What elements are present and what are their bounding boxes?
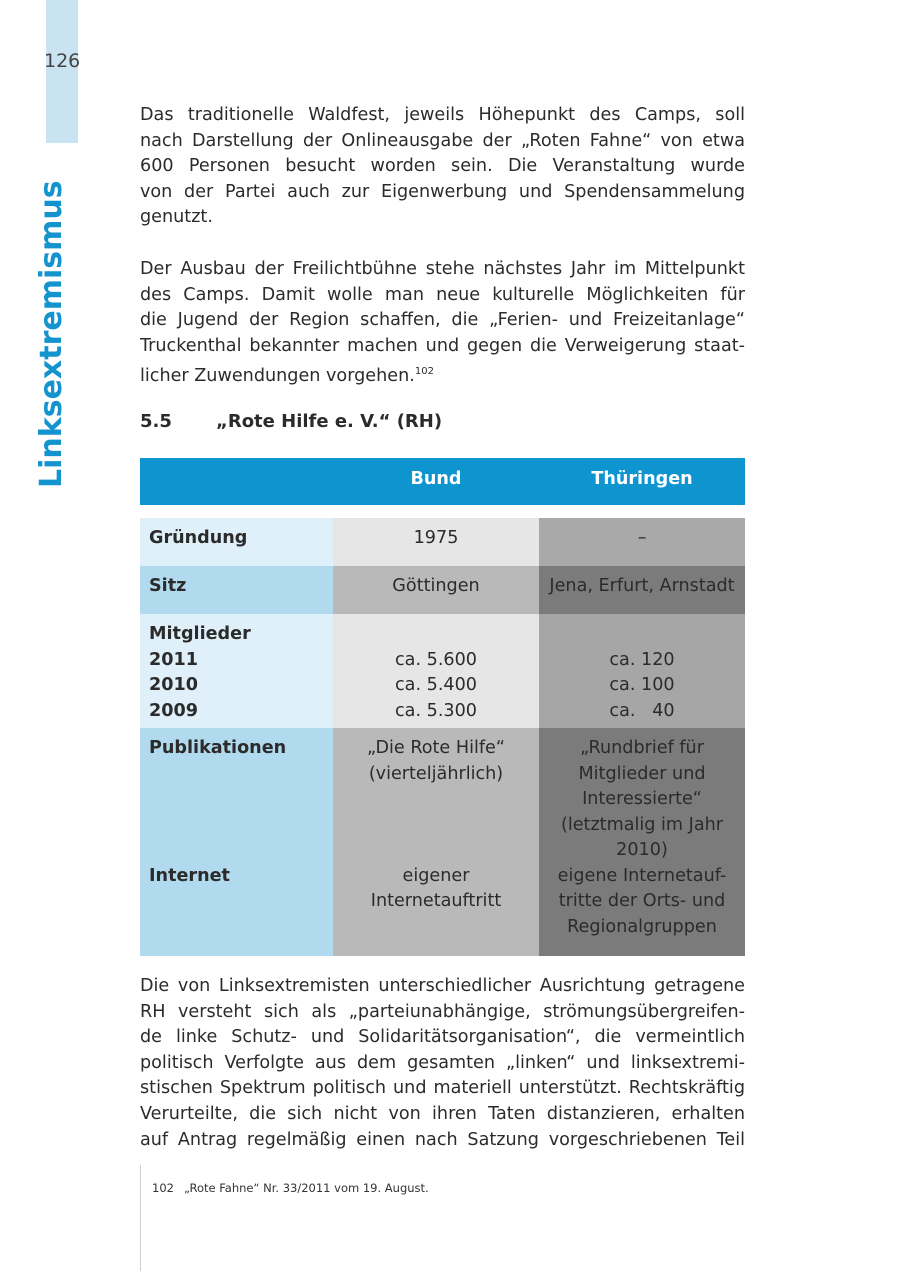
member-count: ca. 5.400: [394, 675, 477, 695]
cell-gruendung-bund: 1975: [333, 518, 539, 566]
row-label-sitz: Sitz: [140, 566, 333, 614]
row-label-publikationen-internet: [140, 728, 333, 956]
publication-line: 2010): [616, 840, 668, 860]
text-line: auf Antrag regelmäßig einen nach Satzung vorgeschriebenen Teil: [140, 1129, 745, 1150]
text-line: RH versteht sich als „parteiunabhängige, strömungsübergreifen-: [140, 1001, 745, 1022]
internet-line: Regionalgruppen: [567, 916, 717, 937]
text-line: Truckenthal bekannter machen und gegen die Verweigerung staat-: [140, 335, 745, 356]
cell-publikationen-internet-thueringen: [539, 728, 745, 956]
row-label-gruendung: Gründung: [140, 518, 333, 566]
column-header-bund: Bund: [410, 469, 462, 489]
publication-line: (vierteljährlich): [368, 763, 504, 784]
text-fragment: licher Zuwendungen vorgehen.: [140, 366, 415, 387]
label-line: Mitglieder: [149, 624, 251, 644]
text-line: 600 Personen besucht worden sein. Die Veranstaltung wurde: [140, 156, 745, 177]
text-line: stischen Spektrum politisch und materiell unterstützt. Rechtskräftig: [140, 1078, 745, 1099]
text-line: von der Partei auch zur Eigenwerbung und Spendensammelung: [140, 181, 745, 202]
section-title: „Rote Hilfe e. V.“ (RH): [216, 411, 443, 432]
cell-gruendung-thueringen: –: [539, 518, 745, 566]
member-count: ca. 5.600: [394, 649, 477, 670]
chapter-side-title: Linksextremismus: [34, 180, 69, 488]
text-line: politisch Verfolgte aus dem gesamten „linken“ und linksextremi-: [140, 1052, 745, 1073]
text-line: die Jugend der Region schaffen, die „Ferien- und Freizeitanlage“: [140, 310, 745, 331]
section-number: 5.5: [140, 411, 172, 432]
cell-sitz-thueringen: Jena, Erfurt, Arnstadt: [539, 566, 745, 614]
label-publikationen: Publikationen: [149, 738, 287, 758]
column-header-thueringen: Thüringen: [591, 469, 693, 489]
text-line: Der Ausbau der Freilichtbühne stehe nächstes Jahr im Mittelpunkt: [140, 259, 745, 279]
label-internet: Internet: [149, 865, 230, 886]
cell-publikationen-internet-bund: [333, 728, 539, 956]
footnote-text: „Rote Fahne“ Nr. 33/2011 vom 19. August.: [183, 1181, 429, 1195]
page-number: 126: [44, 50, 81, 72]
year-label: 2009: [149, 700, 198, 721]
text-line: nach Darstellung der Onlineausgabe der „Roten Fahne“ von etwa: [140, 130, 745, 151]
footnote-reference[interactable]: 102: [414, 366, 434, 378]
paragraph-freilichtbuehne: [140, 257, 745, 390]
year-label: 2010: [149, 675, 198, 695]
publication-line: Mitglieder und: [578, 763, 706, 784]
text-line: Die von Linksextremisten unterschiedlicher Ausrichtung getragene: [140, 976, 745, 996]
year-label: 2011: [149, 649, 198, 670]
member-count: ca. 40: [609, 700, 675, 721]
member-count: ca. 5.300: [394, 700, 477, 721]
cell-sitz-bund: Göttingen: [333, 566, 539, 614]
info-table: [140, 458, 745, 956]
internet-line: eigene Internetauf-: [557, 865, 727, 886]
footnote-number: 102: [152, 1181, 174, 1195]
text-line: Verurteilte, die sich nicht von ihren Taten distanzieren, erhalten: [140, 1103, 745, 1124]
footnote-divider: [140, 1165, 141, 1271]
section-heading: [140, 411, 442, 432]
text-line: genutzt.: [140, 207, 213, 228]
text-line: de linke Schutz- und Solidaritätsorganisation“, die vermeintlich: [140, 1027, 745, 1048]
row-label-mitglieder: [140, 614, 333, 728]
internet-line: tritte der Orts- und: [558, 891, 726, 911]
internet-line: Internetauftritt: [370, 891, 502, 911]
publication-line: Interessierte“: [582, 789, 702, 809]
text-line: des Camps. Damit wolle man neue kulturelle Möglichkeiten für: [140, 284, 745, 305]
publication-line: (letztmalig im Jahr: [560, 814, 724, 835]
text-line: Das traditionelle Waldfest, jeweils Höhepunkt des Camps, soll: [140, 105, 745, 125]
text-line: [140, 359, 745, 390]
cell-mitglieder-bund: [333, 614, 539, 728]
cell-mitglieder-thueringen: [539, 614, 745, 728]
paragraph-rote-hilfe: [140, 974, 745, 1153]
publication-line: „Die Rote Hilfe“: [367, 738, 505, 758]
member-count: ca. 100: [609, 675, 675, 695]
internet-line: eigener: [402, 865, 470, 886]
publication-line: „Rundbrief für: [580, 738, 704, 758]
paragraph-waldfest: [140, 103, 745, 231]
footnote: [152, 1181, 429, 1195]
member-count: ca. 120: [609, 649, 675, 670]
